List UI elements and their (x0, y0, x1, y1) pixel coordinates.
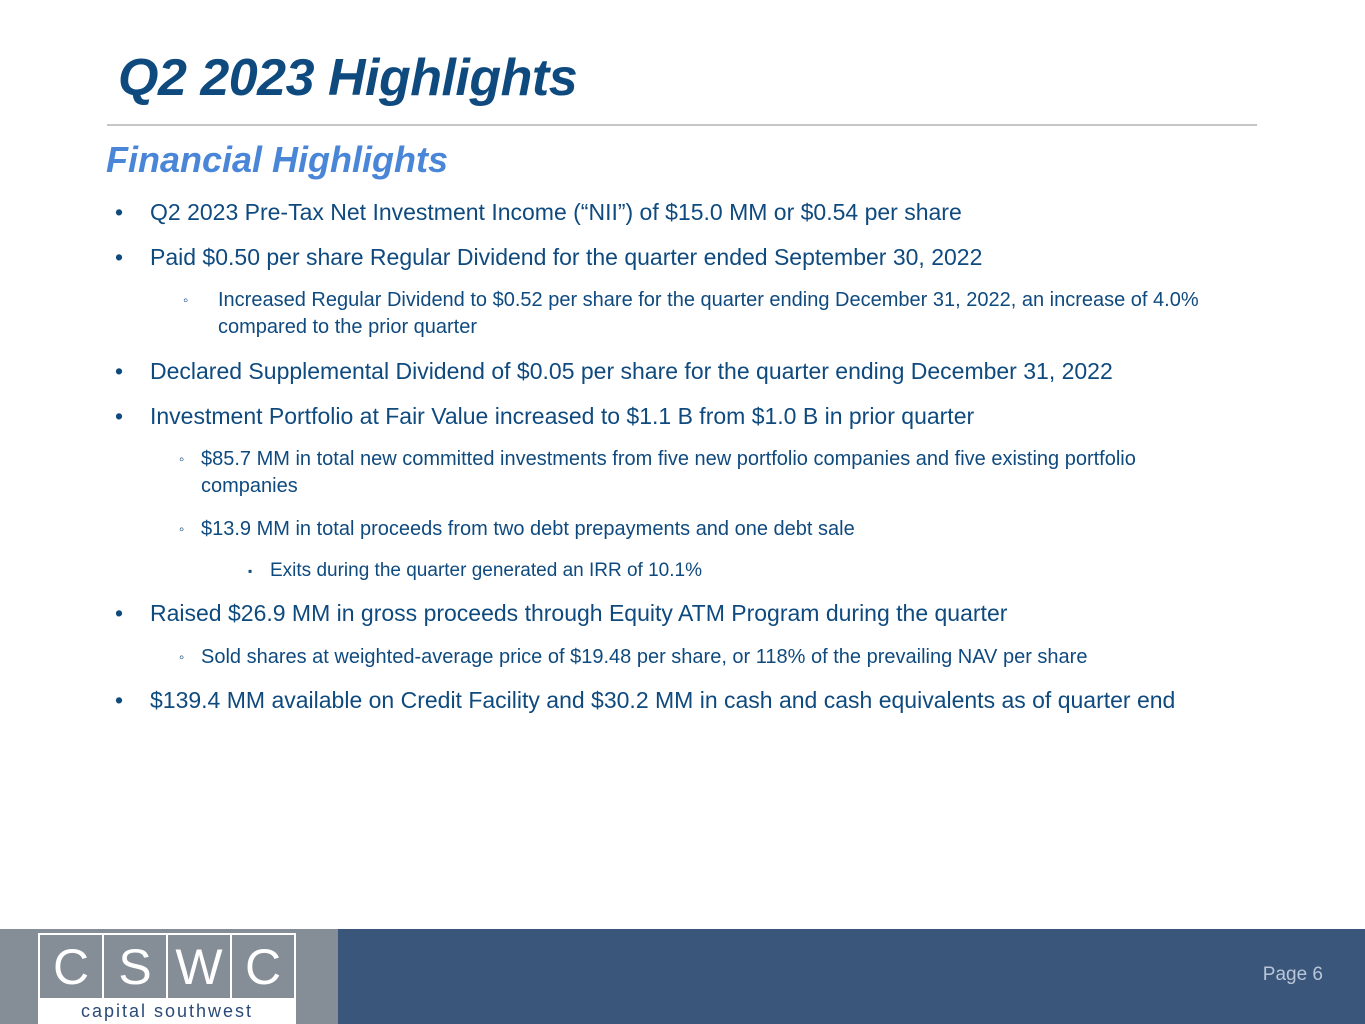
bullet-text: Raised $26.9 MM in gross proceeds through Equity ATM Program during the quarter (150, 600, 1008, 626)
bullet-text: Paid $0.50 per share Regular Dividend for the quarter ended September 30, 2022 (150, 244, 983, 270)
bullet-text: $139.4 MM available on Credit Facility and $30.2 MM in cash and cash equivalents as of quarter end (150, 687, 1176, 713)
slide-title: Q2 2023 Highlights (118, 49, 578, 107)
logo-letter-row (40, 935, 294, 998)
section-title: Financial Highlights (106, 139, 449, 180)
logo-letter: C (40, 935, 104, 998)
bullet-marker: • (115, 199, 124, 225)
sub-bullet-marker: ◦ (183, 292, 189, 309)
logo-letter: C (244, 938, 282, 995)
logo-letter: W (168, 935, 232, 998)
bullet-marker: • (115, 687, 124, 713)
logo-company-name: capital southwest (80, 1001, 254, 1021)
sub-bullet-text: Sold shares at weighted-average price of $19.48 per share, or 118% of the prevailing NAV per share (201, 646, 1088, 668)
bullet-marker: • (115, 244, 124, 270)
square-bullet-marker: ▪ (248, 564, 253, 578)
page-number: Page 6 (1262, 964, 1323, 985)
title-divider (107, 124, 1257, 126)
logo-panel (0, 929, 338, 1024)
logo-letter: S (104, 935, 168, 998)
sub-bullet-text: $85.7 MM in total new committed investments from five new portfolio companies and five existing portfolio companies (201, 448, 1136, 497)
bullet-marker: • (115, 358, 124, 384)
sub-sub-bullet-text: Exits during the quarter generated an IRR of 10.1% (270, 560, 702, 581)
sub-bullet-marker: ◦ (179, 521, 185, 538)
sub-bullet-marker: ◦ (179, 649, 185, 666)
sub-bullet-text: Increased Regular Dividend to $0.52 per share for the quarter ending December 31, 2022, an increase of 4.0% compared to the prior quarter (218, 289, 1199, 338)
sub-bullet-text: $13.9 MM in total proceeds from two debt prepayments and one debt sale (201, 518, 855, 540)
bullet-marker: • (115, 600, 124, 626)
company-logo (38, 933, 296, 1024)
bullet-text: Q2 2023 Pre-Tax Net Investment Income (“NII”) of $15.0 MM or $0.54 per share (150, 199, 962, 225)
bullet-text: Investment Portfolio at Fair Value increased to $1.1 B from $1.0 B in prior quarter (150, 403, 975, 429)
footer-bar (0, 929, 1365, 1024)
bullet-marker: • (115, 403, 124, 429)
sub-bullet-marker: ◦ (179, 451, 185, 468)
bullet-text: Declared Supplemental Dividend of $0.05 per share for the quarter ending December 31, 2022 (150, 358, 1113, 384)
